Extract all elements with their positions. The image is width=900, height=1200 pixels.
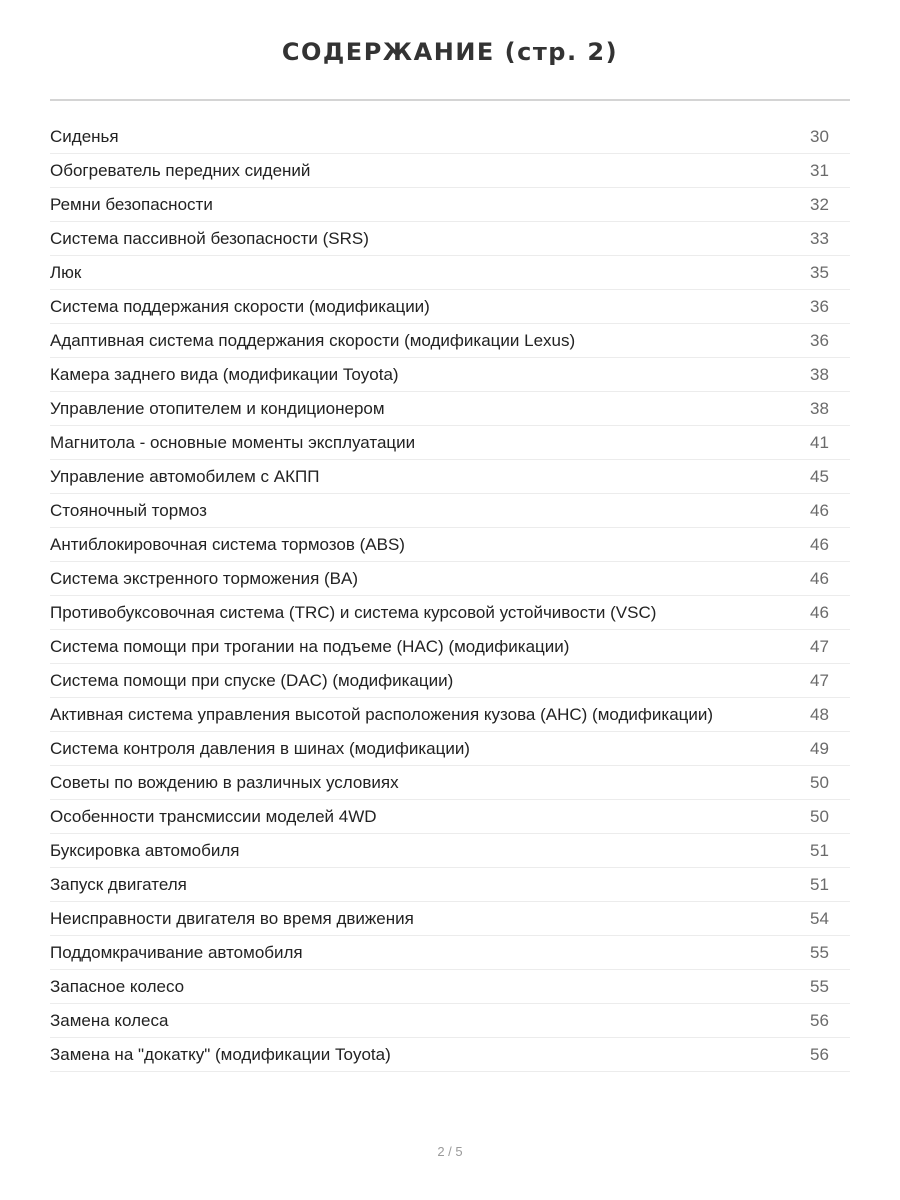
toc-entry-title: Противобуксовочная система (TRC) и система курсовой устойчивости (VSC) <box>50 602 657 622</box>
toc-entry-title: Ремни безопасности <box>50 194 213 214</box>
toc-entry[interactable] <box>50 528 850 562</box>
toc-entry[interactable] <box>50 460 850 494</box>
toc-entry-page-number: 48 <box>810 704 829 724</box>
toc-entry[interactable] <box>50 392 850 426</box>
toc-entry-title: Запасное колесо <box>50 976 185 996</box>
toc-entry-title: Поддомкрачивание автомобиля <box>50 942 303 962</box>
toc-entry-title: Буксировка автомобиля <box>50 840 240 860</box>
toc-entry-page-number: 36 <box>810 330 829 350</box>
toc-entry-page-number: 35 <box>810 262 829 282</box>
toc-entry-page-number: 31 <box>810 160 829 180</box>
toc-entry-title: Замена колеса <box>50 1010 169 1030</box>
toc-entry-title: Особенности трансмиссии моделей 4WD <box>50 806 377 826</box>
toc-entry-page-number: 55 <box>810 942 829 962</box>
toc-entry-title: Неисправности двигателя во время движения <box>50 908 414 928</box>
toc-entry[interactable] <box>50 732 850 766</box>
toc-entry-title: Активная система управления высотой расположения кузова (AHC) (модификации) <box>50 704 714 724</box>
toc-entry-title: Запуск двигателя <box>50 874 187 894</box>
toc-entry-title: Замена на "докатку" (модификации Toyota) <box>50 1044 391 1064</box>
toc-entry-title: Система поддержания скорости (модификации) <box>50 296 430 316</box>
toc-entry-page-number: 36 <box>810 296 829 316</box>
toc-entry-page-number: 41 <box>810 432 829 452</box>
toc-entry-title: Система пассивной безопасности (SRS) <box>50 228 369 248</box>
toc-entry[interactable] <box>50 154 850 188</box>
toc-entry[interactable] <box>50 970 850 1004</box>
toc-entry-page-number: 46 <box>810 568 829 588</box>
toc-entry[interactable] <box>50 868 850 902</box>
toc-entry[interactable] <box>50 290 850 324</box>
toc-entry[interactable] <box>50 358 850 392</box>
toc-entry-title: Система помощи при спуске (DAC) (модификации) <box>50 670 454 690</box>
table-of-contents <box>50 120 850 1072</box>
toc-entry[interactable] <box>50 698 850 732</box>
toc-entry-title: Обогреватель передних сидений <box>50 160 311 180</box>
toc-entry[interactable] <box>50 426 850 460</box>
title-divider <box>50 99 850 101</box>
toc-entry-title: Адаптивная система поддержания скорости (модификации Lexus) <box>50 330 576 350</box>
toc-entry[interactable] <box>50 494 850 528</box>
toc-entry-page-number: 55 <box>810 976 829 996</box>
toc-entry-title: Стояночный тормоз <box>50 500 207 520</box>
page-number-footer: 2 / 5 <box>437 1144 463 1159</box>
toc-entry-page-number: 50 <box>810 806 829 826</box>
toc-entry[interactable] <box>50 800 850 834</box>
toc-entry-title: Сиденья <box>50 126 119 146</box>
toc-entry-title: Управление отопителем и кондиционером <box>50 398 385 418</box>
toc-entry-page-number: 49 <box>810 738 829 758</box>
toc-entry[interactable] <box>50 120 850 154</box>
toc-entry-title: Люк <box>50 262 82 282</box>
toc-entry-title: Система помощи при трогании на подъеме (HAC) (модификации) <box>50 636 570 656</box>
toc-entry-title: Антиблокировочная система тормозов (ABS) <box>50 534 405 554</box>
toc-entry-page-number: 33 <box>810 228 829 248</box>
toc-entry[interactable] <box>50 1004 850 1038</box>
toc-entry-page-number: 47 <box>810 670 829 690</box>
toc-entry-title: Система экстренного торможения (BA) <box>50 568 359 588</box>
toc-entry-page-number: 54 <box>810 908 829 928</box>
toc-entry-title: Система контроля давления в шинах (модификации) <box>50 738 470 758</box>
toc-entry[interactable] <box>50 936 850 970</box>
toc-entry[interactable] <box>50 256 850 290</box>
toc-entry[interactable] <box>50 324 850 358</box>
toc-entry-page-number: 50 <box>810 772 829 792</box>
toc-entry[interactable] <box>50 1038 850 1072</box>
toc-entry-title: Магнитола - основные моменты эксплуатации <box>50 432 416 452</box>
toc-entry[interactable] <box>50 188 850 222</box>
toc-entry[interactable] <box>50 562 850 596</box>
toc-entry-page-number: 32 <box>810 194 829 214</box>
toc-entry[interactable] <box>50 222 850 256</box>
toc-entry-title: Камера заднего вида (модификации Toyota) <box>50 364 399 384</box>
toc-entry-page-number: 51 <box>810 874 829 894</box>
toc-entry-page-number: 38 <box>810 398 829 418</box>
toc-entry-page-number: 30 <box>810 126 829 146</box>
page-title: СОДЕРЖАНИЕ (стр. 2) <box>281 38 619 66</box>
toc-entry-page-number: 56 <box>810 1010 829 1030</box>
toc-entry-page-number: 47 <box>810 636 829 656</box>
toc-entry-page-number: 38 <box>810 364 829 384</box>
toc-entry-page-number: 46 <box>810 602 829 622</box>
toc-entry-page-number: 46 <box>810 500 829 520</box>
toc-entry-page-number: 45 <box>810 466 829 486</box>
toc-entry-page-number: 56 <box>810 1044 829 1064</box>
toc-entry[interactable] <box>50 630 850 664</box>
toc-entry[interactable] <box>50 834 850 868</box>
toc-entry[interactable] <box>50 664 850 698</box>
toc-entry-page-number: 51 <box>810 840 829 860</box>
toc-entry-page-number: 46 <box>810 534 829 554</box>
toc-entry-title: Управление автомобилем с АКПП <box>50 466 320 486</box>
toc-entry[interactable] <box>50 766 850 800</box>
toc-entry[interactable] <box>50 902 850 936</box>
toc-entry-title: Советы по вождению в различных условиях <box>50 772 399 792</box>
toc-entry[interactable] <box>50 596 850 630</box>
